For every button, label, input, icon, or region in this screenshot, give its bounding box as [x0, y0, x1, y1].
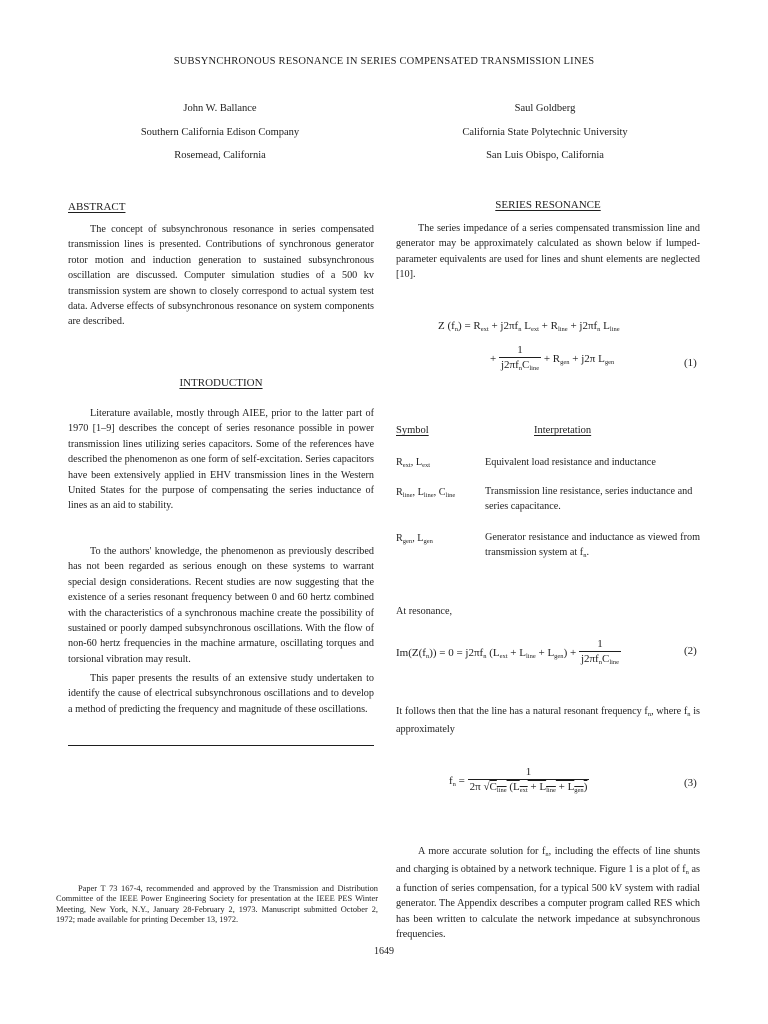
intro-paragraph-3: This paper presents the results of an extensive study undertaken to identify the cause of electrical subsynchronous oscillations and to develop a method of predicting the frequency and magnitude of these oscillations.	[68, 673, 374, 715]
more-accurate-paragraph: A more accurate solution for $f_n$, including the effects of line shunts and charging is obtained by a network technique. Figure 1 is a plot of $f_n$ as a function of series compensation, for a typical 500 kV system with radial generator. The Appendix describes a computer program called RES which has been written to calculate the network impedance at subsynchronous frequencies.	[396, 846, 700, 941]
equation-2: $Im(Z(f_n)) = 0 = j2\pi f_n$ $(L_{ext} + L_{line} + L_{gen})$ + $\frac{1}{j2\pi f_nC_{line}}$	[396, 637, 621, 670]
symbol-column-header: Symbol	[396, 425, 429, 436]
page-number: 1649	[374, 946, 394, 957]
natural-frequency-text: It follows then that the line has a natural resonant frequency $f_n$, where $f_n$ is approximately	[396, 706, 701, 736]
author-1-affiliation: Southern California Edison Company	[140, 127, 300, 138]
footnote-divider	[68, 745, 374, 746]
equation-2-fraction: $\frac{1}{j2\pi f_nC_{line}}$	[580, 638, 620, 666]
introduction-heading: INTRODUCTION	[179, 377, 263, 389]
series-resonance-heading: SERIES RESONANCE	[495, 199, 601, 211]
symbol-external: $R_{ext}$, $L_{ext}$	[396, 457, 431, 469]
abstract-text: The concept of subsynchronous resonance in series compensated transmission lines is presented. Contributions of synchronous generator rotor motion and induction generation to sustained subsynchronous oscillation are discussed. Computer simulation studies of a 500 kv transmission system are shown to closely correspond to actual system test data. Adverse effects of subsynchronous resonance on system components are described.	[68, 224, 374, 328]
paper-title: SUBSYNCHRONOUS RESONANCE IN SERIES COMPENSATED TRANSMISSION LINES	[173, 56, 595, 67]
symbol-generator: $R_{gen}$, $L_{gen}$	[396, 533, 433, 545]
equation-1-line-1: Z $(f_n) = R_{ext} + j2\pi f_n$ $L_{ext} + R_{line} + j2\pi f_n$ $L_{line}$	[438, 320, 620, 333]
at-resonance-text: At resonance,	[396, 606, 453, 617]
equation-1-number: (1)	[684, 357, 697, 369]
author-2-affiliation: California State Polytechnic University	[462, 127, 628, 138]
interpretation-column-header: Interpretation	[534, 425, 592, 436]
author-1-location: Rosemead, California	[174, 150, 266, 161]
equation-3: $f_n$ = $\frac{1}{2\pi √C_{line} (L_{ext} + L_{line} + L_{gen})}$	[449, 765, 589, 798]
interpretation-line: Transmission line resistance, series inductance and series capacitance.	[485, 486, 693, 513]
author-2-name: Saul Goldberg	[514, 103, 576, 114]
intro-paragraph-1: Literature available, mostly through AIEE, prior to the latter part of 1970 [1–9] describes the concept of series resonance possible in power transmission lines utilizing series capacitors. Some of the references have described the phenomenon as one form of self-excitation. Series capacitors have been extensively applied in EHV transmission lines in the Western United States for the purpose of compensating the series inductance of lines as an aid to stability.	[68, 408, 374, 512]
series-resonance-intro: The series impedance of a series compensated transmission line and generator may be approximately calculated as shown below if lumped-parameter equivalents are used for lines and shunt elements are neglected [10].	[396, 223, 700, 281]
equation-1-fraction: $\frac{1}{j2\pi f_nC_{line}}$	[500, 344, 540, 372]
symbol-line: $R_{line}$, $L_{line}$, $C_{line}$	[396, 487, 456, 499]
intro-paragraph-2: To the authors' knowledge, the phenomenon as previously described has not been regarded as serious enough on these systems to warrant special design considerations. Recent studies are now suggesting that the existence of a series resonant frequency between 0 and 60 hertz combined with the characteristics of a synchronous machine create the possibility of sustained or poorly damped subsynchronous oscillations. With the flow of non-60 hertz frequencies in the machine armature, oscillating torques and torsional vibration may result.	[68, 546, 374, 665]
author-1-name: John W. Ballance	[183, 103, 257, 114]
interpretation-external: Equivalent load resistance and inductance	[485, 457, 656, 468]
author-2-location: San Luis Obispo, California	[486, 150, 604, 161]
interpretation-generator: Generator resistance and inductance as viewed from transmission system at $f_n$.	[485, 532, 700, 560]
footnote: Paper T 73 167-4, recommended and approved by the Transmission and Distribution Committee of the IEEE Power Engineering Society for presentation at the IEEE PES Winter Meeting, New York, N.Y., January 28-February 2, 1973. Manuscript submitted October 2, 1972; made available for printing December 13, 1972.	[56, 884, 378, 924]
equation-3-fraction: $\frac{1}{2\pi √C_{line} (L_{ext} + L_{line} + L_{gen})}$	[469, 766, 588, 794]
equation-2-number: (2)	[684, 645, 697, 657]
abstract-heading: ABSTRACT	[68, 201, 126, 213]
equation-1-line-2: + $\frac{1}{j2\pi f_nC_{line}}$ + $R_{gen} + j2\pi$ $L_{gen}$	[490, 343, 614, 376]
equation-3-number: (3)	[684, 777, 697, 789]
